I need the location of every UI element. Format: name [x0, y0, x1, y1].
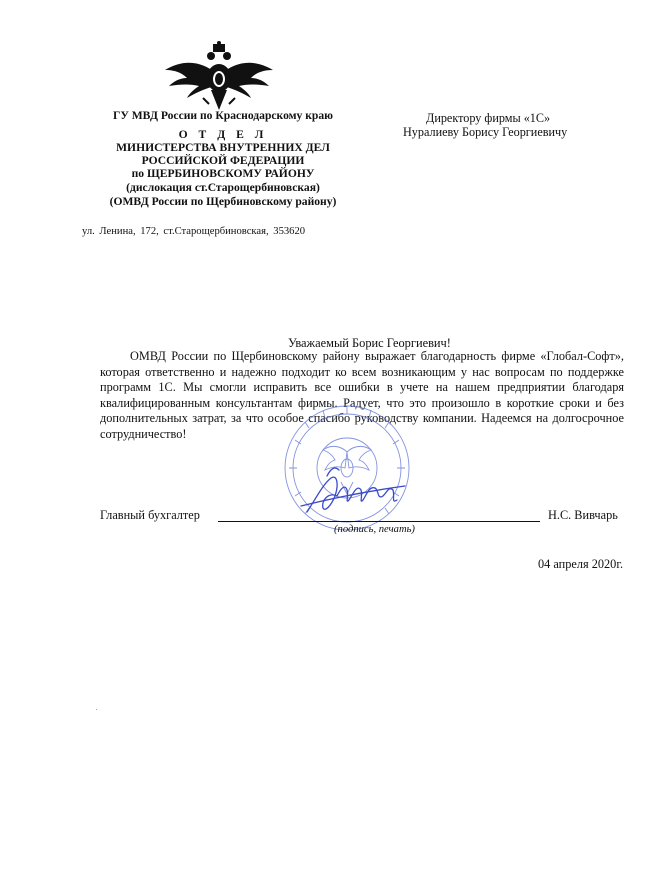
org-dislocation: (дислокация ст.Старощербиновская): [126, 181, 320, 194]
salutation: Уважаемый Борис Георгиевич!: [288, 336, 451, 350]
signature-line: [218, 521, 540, 522]
letter-date: 04 апреля 2020г.: [538, 557, 624, 571]
org-district: по ЩЕРБИНОВСКОМУ РАЙОНУ: [131, 167, 315, 180]
signature-icon: [301, 468, 405, 512]
scan-speck: [96, 709, 97, 710]
org-ministry: МИНИСТЕРСТВА ВНУТРЕННИХ ДЕЛ: [116, 141, 330, 154]
letter-body: ОМВД России по Щербиновскому району выражает благодарность фирме «Глобал-Софт», которая ответственно и надежно подходит ко всем возникающим у нас вопросам по поддержке программ 1С. Мы смогли исправить все ошибки в учете на нашем предприятии благодаря квалифицированным консультантам фирмы. Радует, что это произошло в короткие сроки и без дополнительных затрат, за что особое спасибо руководству компании. Надеемся на долгосрочное сотрудничество!: [100, 349, 624, 441]
org-short-name: (ОМВД России по Щербиновскому району): [109, 195, 337, 208]
addressee-name: Нуралиеву Борису Георгиевичу: [403, 125, 568, 139]
addressee-title: Директору фирмы «1С»: [426, 111, 551, 125]
org-address: ул. Ленина, 172, ст.Старощербиновская, 353620: [82, 226, 306, 237]
signer-role: Главный бухгалтер: [100, 508, 200, 522]
org-country: РОССИЙСКОЙ ФЕДЕРАЦИИ: [141, 154, 305, 167]
org-parent-name: ГУ МВД России по Краснодарскому краю: [112, 109, 334, 122]
org-dept-label: О Т Д Е Л: [178, 128, 268, 141]
signer-name: Н.С. Вивчарь: [548, 508, 618, 522]
signature-caption: (подпись, печать): [334, 524, 415, 535]
emblem-icon: [163, 40, 275, 112]
